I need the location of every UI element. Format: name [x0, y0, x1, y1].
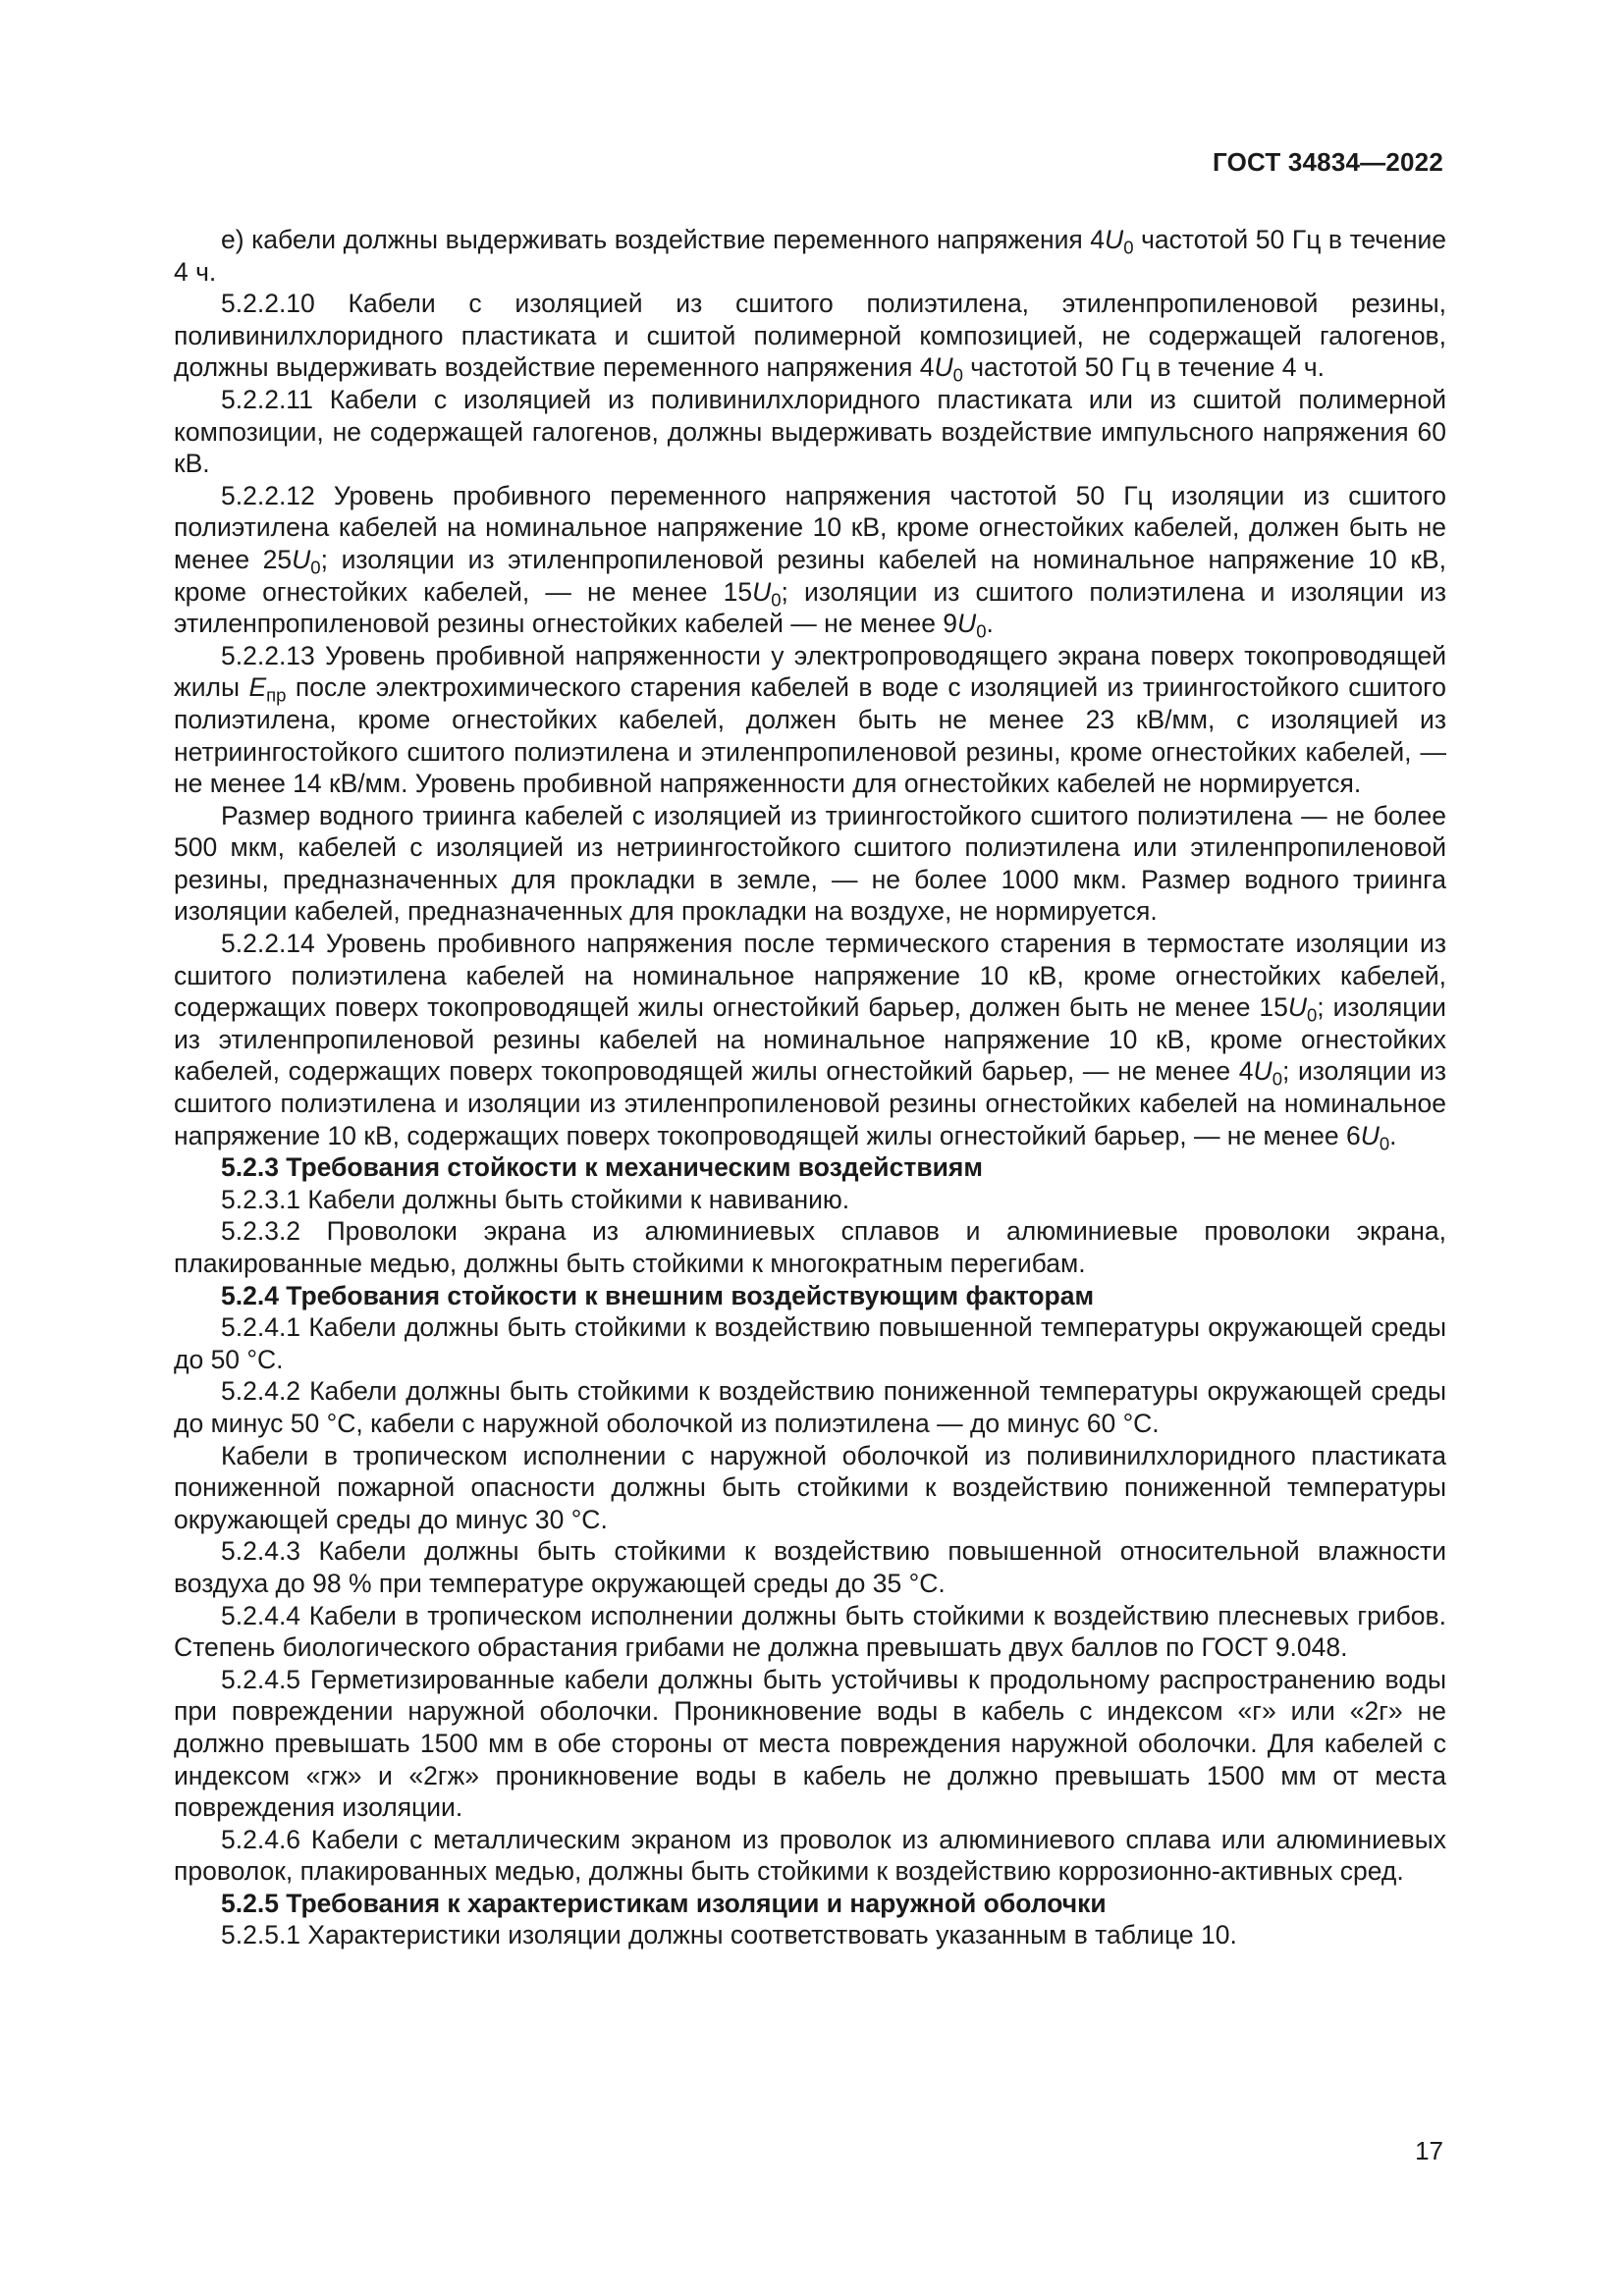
- document-header-id: ГОСТ 34834—2022: [1213, 147, 1443, 177]
- paragraph-e: е) кабели должны выдерживать воздействие переменного напряжения $4U_0$ частотой 50 Гц в течение 4 ч.: [174, 225, 1446, 287]
- paragraph-5-2-4-5: 5.2.4.5 Герметизированные кабели должны быть устойчивы к продольному распространению воды при повреждении наружной оболочки. Проникновение воды в кабель с индексом «г» или «2г» не должно превышать 1500 мм в обе стороны от места повреждения наружной оболочки. Для кабелей с индексом «гж» и «2гж» проникновение воды в кабель не должно превышать 1500 мм от места повреждения изоляции.: [174, 1664, 1446, 1823]
- heading-5-2-4: 5.2.4 Требования стойкости к внешним воздействующим факторам: [221, 1280, 1095, 1310]
- paragraph-5-2-2-10: 5.2.2.10 Кабели с изоляцией из сшитого полиэтилена, этиленпропиленовой резины, поливинилхлоридного пластиката и сшитой полимерной композицией, не содержащей галогенов, должны выдерживать воздействие переменного напряжения $4U_0$ частотой 50 Гц в течение 4 ч.: [174, 289, 1446, 386]
- paragraph-5-2-2-14: 5.2.2.14 Уровень пробивного напряжения после термического старения в термостате изоляции из сшитого полиэтилена кабелей на номинальное напряжение 10 кВ, кроме огнестойких кабелей, содержащих поверх токопроводящей жилы огнестойкий барьер, должен быть не менее $15U_0$; изоляции из этиленпропиленовой резины кабелей на номинальное напряжение 10 кВ, кроме огнестойких кабелей, содержащих поверх токопроводящей жилы огнестойкий барьер, — не менее $4U_0$; изоляции из сшитого полиэтилена и изоляции из этиленпропиленовой резины огнестойких кабелей на номинальное напряжение 10 кВ, содержащих поверх токопроводящей жилы огнестойкий барьер, — не менее $6U_0$.: [174, 929, 1447, 1154]
- paragraph-5-2-2-11: 5.2.2.11 Кабели с изоляцией из поливинилхлоридного пластиката или из сшитой полимерной композиции, не содержащей галогенов, должны выдерживать воздействие импульсного напряжения 60 кВ.: [174, 384, 1446, 479]
- paragraph-5-2-4-2: 5.2.4.2 Кабели должны быть стойкими к воздействию пониженной температуры окружающей среды до минус 50 °С, кабели с наружной оболочкой из полиэтилена — до минус 60 °С.: [174, 1376, 1446, 1438]
- paragraph-5-2-4-4: 5.2.4.4 Кабели в тропическом исполнении должны быть стойкими к воздействию плесневых грибов. Степень биологического обрастания грибами не должна превышать двух баллов по ГОСТ 9.048.: [174, 1600, 1446, 1663]
- paragraph-5-2-5-1: 5.2.5.1 Характеристики изоляции должны соответствовать указанным в таблице 10.: [221, 1920, 1237, 1950]
- paragraph-5-2-3-1: 5.2.3.1 Кабели должны быть стойкими к навиванию.: [221, 1184, 850, 1214]
- heading-5-2-3: 5.2.3 Требования стойкости к механическим воздействиям: [221, 1152, 983, 1183]
- paragraph-5-2-4-1: 5.2.4.1 Кабели должны быть стойкими к воздействию повышенной температуры окружающей среды до 50 °С.: [174, 1312, 1446, 1374]
- paragraph-5-2-2-13: 5.2.2.13 Уровень пробивной напряженности у электропроводящего экрана поверх токопроводящей жилы $E_{пр}$ после электрохимического старения кабелей в воде с изоляцией из триингостойкого сшитого полиэтилена, кроме огнестойких кабелей, должен быть не менее 23 кВ/мм, с изоляцией из нетриингостойкого сшитого полиэтилена и этиленпропиленовой резины, кроме огнестойких кабелей, — не менее 14 кВ/мм. Уровень пробивной напряженности для огнестойких кабелей не нормируется.: [174, 640, 1447, 799]
- paragraph-5-2-3-2: 5.2.3.2 Проволоки экрана из алюминиевых сплавов и алюминиевые проволоки экрана, плакированные медью, должны быть стойкими к многократным перегибам.: [174, 1216, 1446, 1278]
- document-body: [174, 224, 1446, 1951]
- paragraph-5-2-4-3: 5.2.4.3 Кабели должны быть стойкими к воздействию повышенной относительной влажности воздуха до 98 % при температуре окружающей среды до 35 °С.: [174, 1536, 1446, 1598]
- paragraph-tropical: Кабели в тропическом исполнении с наружной оболочкой из поливинилхлоридного пластиката пониженной пожарной опасности должны быть стойкими к воздействию пониженной температуры окружающей среды до минус 30 °С.: [174, 1440, 1446, 1534]
- paragraph-5-2-2-12: 5.2.2.12 Уровень пробивного переменного напряжения частотой 50 Гц изоляции из сшитого полиэтилена кабелей на номинальное напряжение 10 кВ, кроме огнестойких кабелей, должен быть не менее $25U_0$; изоляции из этиленпропиленовой резины кабелей на номинальное напряжение 10 кВ, кроме огнестойких кабелей, — не менее $15U_0$; изоляции из сшитого полиэтилена и изоляции из этиленпропиленовой резины огнестойких кабелей — не менее $9U_0$.: [174, 480, 1446, 642]
- heading-5-2-5: 5.2.5 Требования к характеристикам изоляции и наружной оболочки: [221, 1888, 1107, 1918]
- page-number: 17: [1415, 2136, 1443, 2165]
- paragraph-water-treeing: Размер водного триинга кабелей с изоляцией из триингостойкого сшитого полиэтилена — не более 500 мкм, кабелей с изоляцией из нетриингостойкого сшитого полиэтилена или этиленпропиленовой резины, предназначенных для прокладки в земле, — не более 1000 мкм. Размер водного триинга изоляции кабелей, предназначенных для прокладки на воздухе, не нормируется.: [174, 800, 1446, 927]
- paragraph-5-2-4-6: 5.2.4.6 Кабели с металлическим экраном из проволок из алюминиевого сплава или алюминиевых проволок, плакированных медью, должны быть стойкими к воздействию коррозионно-активных сред.: [174, 1824, 1446, 1887]
